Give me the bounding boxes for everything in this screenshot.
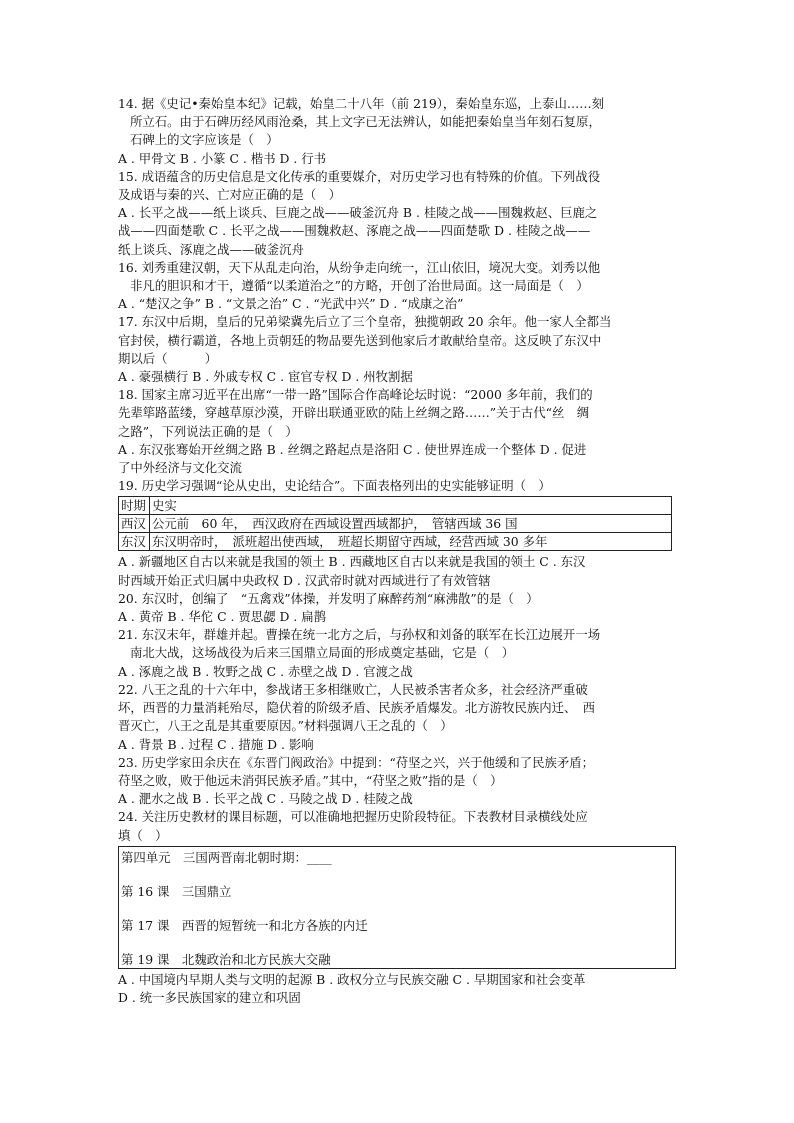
answer-options: A . 背景 B . 过程 C . 措施 D . 影响 [118, 736, 314, 752]
question-21 [118, 626, 676, 681]
question-stem: 晋灭亡，八王之乱是其重要原因。”材料强调八王之乱的（ ） [118, 718, 453, 734]
question-stem: 23. 历史学家田余庆在《东晋门阀政治》中提到：“苻坚之兴，兴于他缓和了民族矛盾； [118, 754, 595, 770]
table-row [119, 533, 672, 551]
question-stem: 17. 东汉中后期，皇后的兄弟梁冀先后立了三个皇帝，独揽朝政 20 余年。他一家人全都当 [118, 314, 612, 330]
table-cell: 公元前 60 年， 西汉政府在西域设置西域都护， 管辖西域 36 国 [150, 515, 672, 533]
table-header-cell: 时期 [119, 497, 150, 515]
question-16 [118, 259, 676, 314]
answer-options: 时西域开始正式归属中央政权 D . 汉武帝时就对西域进行了有效管辖 [118, 572, 491, 588]
question-23 [118, 754, 676, 809]
answer-options: A . 黄帝 B . 华佗 C . 贾思勰 D . 扁鹊 [118, 609, 327, 625]
question-stem: 之路”，下列说法正确的是（ ） [118, 423, 298, 439]
answer-options: 纸上谈兵、涿鹿之战——破釜沉舟 [118, 241, 304, 257]
question-stem: 所立石。由于石碑历经风雨沧桑，其上文字已无法辨认，如能把秦始皇当年刻石复原， [130, 114, 601, 130]
unit-title: 第四单元 三国两晋南北朝时期：____ [121, 849, 332, 865]
answer-options: A . 新疆地区自古以来就是我国的领土 B . 西藏地区自古以来就是我国的领土 C . 东汉 [118, 554, 586, 570]
question-stem: 官封侯，横行霸道，各地上贡朝廷的物品要先送到他家后才敢献给皇帝。这反映了东汉中 [118, 332, 602, 348]
question-15 [118, 168, 676, 259]
answer-options: 了中外经济与文化交流 [118, 460, 242, 476]
question-19 [118, 477, 676, 590]
question-stem: 18. 国家主席习近平在出席“一带一路”国际合作高峰论坛时说：“2000 多年前，我们的 [118, 387, 593, 403]
answer-options: A . 东汉张骞始开丝绸之路 B . 丝绸之路起点是洛阳 C . 使世界连成一个整体 D . 促进 [118, 441, 587, 457]
table-cell: 东汉 [119, 533, 150, 551]
question-stem: 24. 关注历史教材的课目标题，可以准确地把握历史阶段特征。下表教材目录横线处应 [118, 809, 588, 825]
answer-options: A . 甲骨文 B . 小篆 C . 楷书 D . 行书 [118, 150, 327, 166]
question-stem: 22. 八王之乱的十六年中，参战诸王多相继败亡，人民被杀害者众多，社会经济严重破 [118, 681, 588, 697]
table-cell: 西汉 [119, 515, 150, 533]
question-stem: 15. 成语蕴含的历史信息是文化传承的重要媒介，对历史学习也有特殊的价值。下列战役 [118, 168, 601, 184]
question-stem: 14. 据《史记•秦始皇本纪》记载，始皇二十八年（前 219），秦始皇东巡，上泰山……刻 [118, 96, 605, 111]
lesson-title: 第 19 课 北魏政治和北方民族大交融 [121, 951, 331, 967]
history-facts-table [118, 496, 672, 551]
table-row [119, 515, 672, 533]
table-header-row [119, 497, 672, 515]
question-24 [118, 808, 676, 1007]
exam-page [118, 95, 676, 1007]
question-stem: 期以后（ ） [118, 350, 218, 366]
question-stem: 苻坚之败，败于他远未消弭民族矛盾。”其中，“苻坚之败”指的是（ ） [118, 772, 503, 788]
answer-options: 战——四面楚歌 C . 长平之战——围魏救赵、涿鹿之战——四面楚歌 D . 桂陵之战—— [118, 223, 591, 239]
question-stem: 19. 历史学习强调“论从史出，史论结合”。下面表格列出的史实能够证明（ ） [118, 478, 551, 494]
table-header-cell: 史实 [150, 497, 672, 515]
table-cell: 东汉明帝时， 派班超出使西域， 班超长期留守西域，经营西域 30 多年 [150, 533, 672, 551]
question-stem: 20. 东汉时，创编了 “五禽戏”体操，并发明了麻醉药剂“麻沸散”的是（ ） [118, 590, 539, 606]
textbook-contents-box [118, 846, 676, 969]
answer-options: A . 涿鹿之战 B . 牧野之战 C . 赤壁之战 D . 官渡之战 [118, 663, 413, 679]
question-stem: 16. 刘秀重建汉朝，天下从乱走向治，从纷争走向统一，江山依旧，境况大变。刘秀以他 [118, 259, 601, 275]
question-20 [118, 590, 676, 626]
answer-options: A . 中国境内早期人类与文明的起源 B . 政权分立与民族交融 C . 早期国家和社会变革 [118, 971, 586, 987]
answer-options: A . “楚汉之争” B . “文景之治” C . “光武中兴” D . “成康之治” [118, 296, 464, 312]
question-17 [118, 313, 676, 386]
question-stem: 非凡的胆识和才干，遵循“以柔道治之”的方略，开创了治世局面。这一局面是（ ） [130, 278, 589, 294]
answer-options: A . 长平之战——纸上谈兵、巨鹿之战——破釜沉舟 B . 桂陵之战——围魏救赵、巨鹿之 [118, 205, 598, 221]
lesson-title: 第 16 课 三国鼎立 [121, 883, 232, 899]
question-14 [118, 95, 676, 168]
answer-options: A . 淝水之战 B . 长平之战 C . 马陵之战 D . 桂陵之战 [118, 791, 413, 807]
question-stem: 坏，西晋的力量消耗殆尽，隐伏着的阶级矛盾、民族矛盾爆发。北方游牧民族内迁、 西 [118, 700, 596, 716]
question-stem: 填（ ） [118, 827, 168, 843]
question-stem: 南北大战，这场战役为后来三国鼎立局面的形成奠定基础，它是（ ） [130, 645, 515, 661]
question-stem: 21. 东汉末年，群雄并起。曹操在统一北方之后，与孙权和刘备的联军在长江边展开一场 [118, 627, 601, 643]
question-stem: 石碑上的文字应该是（ ） [130, 132, 279, 148]
question-18 [118, 386, 676, 477]
question-22 [118, 681, 676, 754]
answer-options: A . 豪强横行 B . 外戚专权 C . 宦官专权 D . 州牧割据 [118, 369, 413, 385]
question-stem: 先辈筚路蓝缕，穿越草原沙漠，开辟出联通亚欧的陆上丝绸之路……”关于古代“丝 绸 [118, 405, 590, 421]
question-stem: 及成语与秦的兴、亡对应正确的是（ ） [118, 187, 342, 203]
answer-options: D . 统一多民族国家的建立和巩固 [118, 989, 301, 1005]
lesson-title: 第 17 课 西晋的短暂统一和北方各族的内迁 [121, 917, 368, 933]
